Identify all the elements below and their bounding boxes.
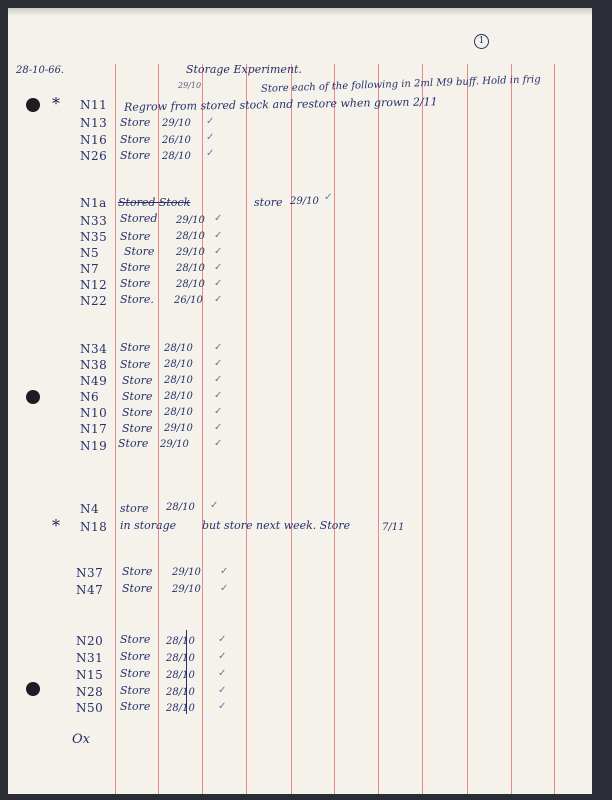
strain-action: Store [120, 149, 151, 162]
strain-date: 26/10 [162, 135, 191, 146]
page-title: Storage Experiment. [186, 63, 302, 76]
strain-action: Store [122, 390, 153, 403]
check-mark: ✓ [214, 342, 223, 353]
strain-code: N7 [80, 262, 100, 276]
small-note: 29/10 [178, 81, 202, 90]
strain-code: N38 [80, 358, 108, 372]
strain-date: 28/10 [164, 407, 193, 418]
check-mark: ✓ [218, 685, 227, 696]
strain-date: 28/10 [176, 231, 205, 242]
strain-date: 29/10 [172, 567, 201, 578]
check-mark: ✓ [214, 390, 223, 401]
strain-code: N10 [80, 406, 108, 420]
check-mark: ✓ [218, 651, 227, 662]
strain-date: 28/10 [164, 343, 193, 354]
strain-action: Store [118, 437, 149, 450]
strain-date: 28/10 [166, 670, 195, 681]
strain-date: 28/10 [166, 703, 195, 714]
check-mark: ✓ [214, 294, 223, 305]
check-mark: ✓ [214, 422, 223, 433]
ruled-line [511, 64, 512, 794]
strain-date: 26/10 [174, 295, 203, 306]
strain-code: N20 [76, 634, 104, 648]
punch-hole [26, 390, 40, 404]
strain-action: store [120, 502, 149, 515]
instruction-text: Store each of the following in 2ml M9 buff. Hold in frig [260, 74, 541, 95]
strain-action: Store [120, 133, 151, 146]
strain-date: 28/10 [176, 263, 205, 274]
check-mark: ✓ [218, 634, 227, 645]
check-mark: ✓ [214, 438, 223, 449]
strain-code: N4 [80, 502, 100, 516]
ruled-line [554, 64, 555, 794]
strain-action: Store [120, 700, 151, 713]
strain-date: 28/10 [166, 636, 195, 647]
page-number: 1 [474, 34, 489, 49]
strain-action: Store [120, 667, 151, 680]
strain-action: Store [120, 684, 151, 697]
ruled-line [334, 64, 335, 794]
strain-action: Store [122, 582, 153, 595]
check-mark: ✓ [214, 374, 223, 385]
strain-action: in storage [120, 519, 177, 532]
strain-action: Store [120, 341, 151, 354]
check-mark: ✓ [324, 192, 333, 203]
strain-action: Store [120, 633, 151, 646]
check-mark: ✓ [214, 230, 223, 241]
ruled-line [422, 64, 423, 794]
footer-mark: Ox [72, 732, 90, 747]
strain-code: N12 [80, 278, 108, 292]
strain-action: Store [120, 230, 151, 243]
strain-code: N6 [80, 390, 100, 404]
strain-action: Store [124, 245, 155, 258]
check-mark: ✓ [220, 566, 229, 577]
strain-action: Store [122, 406, 153, 419]
strain-action: Store. [120, 293, 154, 306]
strain-date: 28/10 [162, 151, 191, 162]
strain-action: Store [122, 374, 153, 387]
strain-date: 28/10 [164, 391, 193, 402]
strain-code: N17 [80, 422, 108, 436]
strain-code: N13 [80, 116, 108, 130]
strain-action: Store [122, 565, 153, 578]
ruled-line [246, 64, 247, 794]
punch-hole [26, 682, 40, 696]
punch-hole [26, 98, 40, 112]
strain-code: N15 [76, 668, 104, 682]
strain-code: N18 [80, 520, 108, 534]
strain-code: N28 [76, 685, 104, 699]
notebook-page [8, 8, 592, 794]
check-mark: ✓ [206, 148, 215, 159]
page-date: 28-10-66. [16, 65, 65, 76]
strain-date: 29/10 [162, 118, 191, 129]
strain-code: N33 [80, 214, 108, 228]
strain-code: N37 [76, 566, 104, 580]
strain-date: 28/10 [164, 359, 193, 370]
ruled-line [467, 64, 468, 794]
strain-action: Store [120, 650, 151, 663]
ruled-line [115, 64, 116, 794]
ruled-line [158, 64, 159, 794]
check-mark: ✓ [214, 246, 223, 257]
check-mark: ✓ [214, 358, 223, 369]
strain-code: N50 [76, 701, 104, 715]
strain-code: N35 [80, 230, 108, 244]
ruled-line [378, 64, 379, 794]
strain-date: 29/10 [164, 423, 193, 434]
struck-text: Stored Stock [118, 196, 191, 209]
strain-note: but store next week. Store [202, 519, 351, 532]
strain-code: N49 [80, 374, 108, 388]
check-mark: ✓ [214, 213, 223, 224]
strain-date: 29/10 [160, 439, 189, 450]
strain-code: N31 [76, 651, 104, 665]
check-mark: ✓ [220, 583, 229, 594]
strain-code: N22 [80, 294, 108, 308]
strain-date: 28/10 [166, 653, 195, 664]
ruled-line [291, 64, 292, 794]
strain-code: N26 [80, 149, 108, 163]
strain-date: 29/10 [172, 584, 201, 595]
strain-code: N1a [80, 196, 107, 210]
check-mark: ✓ [218, 668, 227, 679]
strain-action: Store [120, 116, 151, 129]
star-mark: * [52, 94, 60, 113]
strain-action: Store [120, 277, 151, 290]
strain-date: 28/10 [166, 687, 195, 698]
strain-date: 28/10 [176, 279, 205, 290]
strain-action: Stored [120, 212, 158, 225]
strain-code: N47 [76, 583, 104, 597]
strain-code: N16 [80, 133, 108, 147]
strain-date: 28/10 [164, 375, 193, 386]
strain-date: 29/10 [290, 196, 319, 207]
check-mark: ✓ [210, 500, 219, 511]
strain-action: Store [122, 422, 153, 435]
check-mark: ✓ [206, 132, 215, 143]
star-mark: * [52, 516, 60, 535]
check-mark: ✓ [218, 701, 227, 712]
strain-action: Store [120, 358, 151, 371]
check-mark: ✓ [214, 262, 223, 273]
strain-date: 29/10 [176, 215, 205, 226]
strain-action: Store [120, 261, 151, 274]
strain-date: 29/10 [176, 247, 205, 258]
strain-code: N19 [80, 439, 108, 453]
ruled-line [202, 64, 203, 794]
strain-code: N5 [80, 246, 100, 260]
strain-date: 28/10 [166, 502, 195, 513]
check-mark: ✓ [214, 406, 223, 417]
strain-code: N11 [80, 98, 108, 112]
strain-date: 7/11 [382, 522, 405, 533]
strain-action: Regrow from stored stock and restore when grown 2/11 [123, 95, 438, 114]
strain-action: store [254, 196, 283, 209]
check-mark: ✓ [214, 278, 223, 289]
strain-code: N34 [80, 342, 108, 356]
check-mark: ✓ [206, 116, 215, 127]
